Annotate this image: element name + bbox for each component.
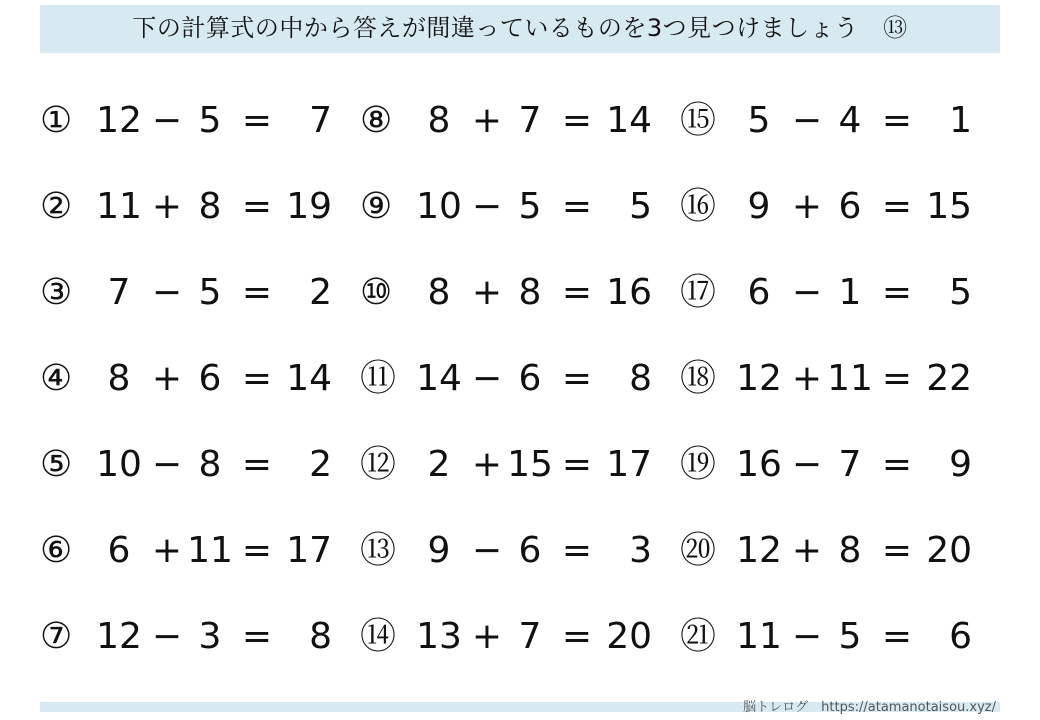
result: 1: [949, 100, 972, 141]
operand-right: 5: [198, 100, 222, 141]
problem-item: [680, 594, 1000, 680]
operand-left: 9: [747, 186, 771, 227]
problem-item: [360, 594, 680, 680]
problem-item: [680, 336, 1000, 422]
operand-right: 6: [518, 530, 542, 571]
operand-right: 7: [518, 100, 542, 141]
result: 19: [286, 186, 332, 227]
result: 20: [926, 530, 972, 571]
problem-item: [360, 250, 680, 336]
operand-right: 7: [518, 616, 542, 657]
problem-row: [40, 78, 1000, 164]
equals-sign: =: [561, 530, 593, 571]
operator: −: [151, 100, 183, 141]
page-title: 下の計算式の中から答えが間違っているものを3つ見つけましょう ⑬: [132, 14, 908, 42]
equals-sign: =: [241, 100, 273, 141]
operator: +: [791, 358, 823, 399]
operand-left: 10: [416, 186, 462, 227]
problem-row: [40, 164, 1000, 250]
operator: −: [471, 358, 503, 399]
equals-sign: =: [241, 186, 273, 227]
operator: −: [151, 444, 183, 485]
problem-number: ⑤: [40, 444, 73, 485]
problem-item: [680, 508, 1000, 594]
operand-left: 2: [427, 444, 451, 485]
operand-left: 11: [96, 186, 142, 227]
problem-item: [40, 508, 360, 594]
operand-left: 5: [747, 100, 771, 141]
operator: +: [471, 444, 503, 485]
operand-left: 8: [107, 358, 131, 399]
operator: +: [791, 530, 823, 571]
result: 17: [606, 444, 652, 485]
equals-sign: =: [881, 616, 913, 657]
equals-sign: =: [561, 616, 593, 657]
header-band: [40, 5, 1000, 53]
problem-number: ⑫: [360, 444, 397, 485]
result: 20: [606, 616, 652, 657]
result: 16: [606, 272, 652, 313]
result: 7: [309, 100, 332, 141]
operator: +: [151, 186, 183, 227]
problem-number: ⑯: [680, 186, 717, 227]
operator: +: [151, 530, 183, 571]
problem-number: ⑩: [360, 272, 393, 313]
problem-item: [40, 250, 360, 336]
problem-item: [360, 508, 680, 594]
problem-item: [40, 164, 360, 250]
equals-sign: =: [881, 530, 913, 571]
problem-number: ③: [40, 272, 73, 313]
operator: +: [471, 272, 503, 313]
operator: +: [471, 100, 503, 141]
problem-row: [40, 336, 1000, 422]
equals-sign: =: [561, 186, 593, 227]
problem-item: [40, 78, 360, 164]
result: 9: [949, 444, 972, 485]
operator: −: [151, 272, 183, 313]
operator: −: [791, 444, 823, 485]
equals-sign: =: [241, 358, 273, 399]
operand-right: 1: [838, 272, 862, 313]
operand-right: 8: [198, 444, 222, 485]
problem-number: ④: [40, 358, 73, 399]
equals-sign: =: [241, 616, 273, 657]
equals-sign: =: [241, 444, 273, 485]
result: 5: [629, 186, 652, 227]
operator: +: [471, 616, 503, 657]
problem-row: [40, 250, 1000, 336]
operand-left: 8: [427, 100, 451, 141]
operator: +: [151, 358, 183, 399]
equals-sign: =: [561, 272, 593, 313]
operand-right: 5: [838, 616, 862, 657]
equals-sign: =: [881, 444, 913, 485]
problem-number: ⑥: [40, 530, 73, 571]
operand-right: 4: [838, 100, 862, 141]
operand-right: 11: [187, 530, 233, 571]
result: 8: [629, 358, 652, 399]
problem-item: [680, 422, 1000, 508]
result: 17: [286, 530, 332, 571]
problem-grid: [40, 78, 1000, 680]
problem-item: [360, 422, 680, 508]
operand-left: 8: [427, 272, 451, 313]
operand-left: 11: [736, 616, 782, 657]
problem-number: ⑳: [680, 530, 717, 571]
operator: −: [791, 100, 823, 141]
operator: −: [791, 616, 823, 657]
problem-number: ⑧: [360, 100, 393, 141]
problem-number: ⑭: [360, 616, 397, 657]
operand-left: 6: [747, 272, 771, 313]
operator: −: [151, 616, 183, 657]
operand-right: 8: [198, 186, 222, 227]
result: 14: [286, 358, 332, 399]
result: 6: [949, 616, 972, 657]
problem-number: ⑪: [360, 358, 397, 399]
problem-number: ㉑: [680, 616, 717, 657]
operand-right: 15: [507, 444, 553, 485]
equals-sign: =: [241, 272, 273, 313]
operand-left: 12: [736, 358, 782, 399]
equals-sign: =: [881, 186, 913, 227]
problem-row: [40, 594, 1000, 680]
problem-item: [680, 164, 1000, 250]
operand-left: 10: [96, 444, 142, 485]
operand-left: 7: [107, 272, 131, 313]
result: 2: [309, 272, 332, 313]
operand-right: 6: [198, 358, 222, 399]
problem-number: ⑱: [680, 358, 717, 399]
problem-number: ⑦: [40, 616, 73, 657]
result: 8: [309, 616, 332, 657]
result: 5: [949, 272, 972, 313]
problem-item: [360, 164, 680, 250]
operator: −: [471, 186, 503, 227]
operand-right: 5: [518, 186, 542, 227]
operand-right: 8: [518, 272, 542, 313]
operand-left: 12: [96, 616, 142, 657]
equals-sign: =: [561, 444, 593, 485]
equals-sign: =: [881, 100, 913, 141]
problem-number: ②: [40, 186, 73, 227]
operand-left: 14: [416, 358, 462, 399]
problem-number: ⑬: [360, 530, 397, 571]
operator: −: [471, 530, 503, 571]
operand-right: 7: [838, 444, 862, 485]
equals-sign: =: [561, 358, 593, 399]
result: 15: [926, 186, 972, 227]
problem-row: [40, 508, 1000, 594]
problem-item: [680, 250, 1000, 336]
problem-item: [680, 78, 1000, 164]
operator: +: [791, 186, 823, 227]
equals-sign: =: [881, 272, 913, 313]
problem-number: ⑰: [680, 272, 717, 313]
equals-sign: =: [881, 358, 913, 399]
problem-item: [40, 594, 360, 680]
problem-item: [360, 336, 680, 422]
equals-sign: =: [241, 530, 273, 571]
operand-right: 8: [838, 530, 862, 571]
operand-right: 11: [827, 358, 873, 399]
equals-sign: =: [561, 100, 593, 141]
operator: −: [791, 272, 823, 313]
problem-number: ⑲: [680, 444, 717, 485]
operand-left: 6: [107, 530, 131, 571]
operand-left: 13: [416, 616, 462, 657]
problem-number: ⑮: [680, 100, 717, 141]
footer-credit: 脳トレログ https://atamanotaisou.xyz/: [743, 700, 996, 715]
operand-right: 5: [198, 272, 222, 313]
operand-right: 6: [838, 186, 862, 227]
result: 2: [309, 444, 332, 485]
operand-right: 6: [518, 358, 542, 399]
problem-item: [40, 336, 360, 422]
operand-right: 3: [198, 616, 222, 657]
result: 3: [629, 530, 652, 571]
result: 22: [926, 358, 972, 399]
operand-left: 16: [736, 444, 782, 485]
problem-number: ①: [40, 100, 73, 141]
problem-row: [40, 422, 1000, 508]
operand-left: 12: [96, 100, 142, 141]
problem-number: ⑨: [360, 186, 393, 227]
problem-item: [360, 78, 680, 164]
operand-left: 9: [427, 530, 451, 571]
operand-left: 12: [736, 530, 782, 571]
result: 14: [606, 100, 652, 141]
problem-item: [40, 422, 360, 508]
